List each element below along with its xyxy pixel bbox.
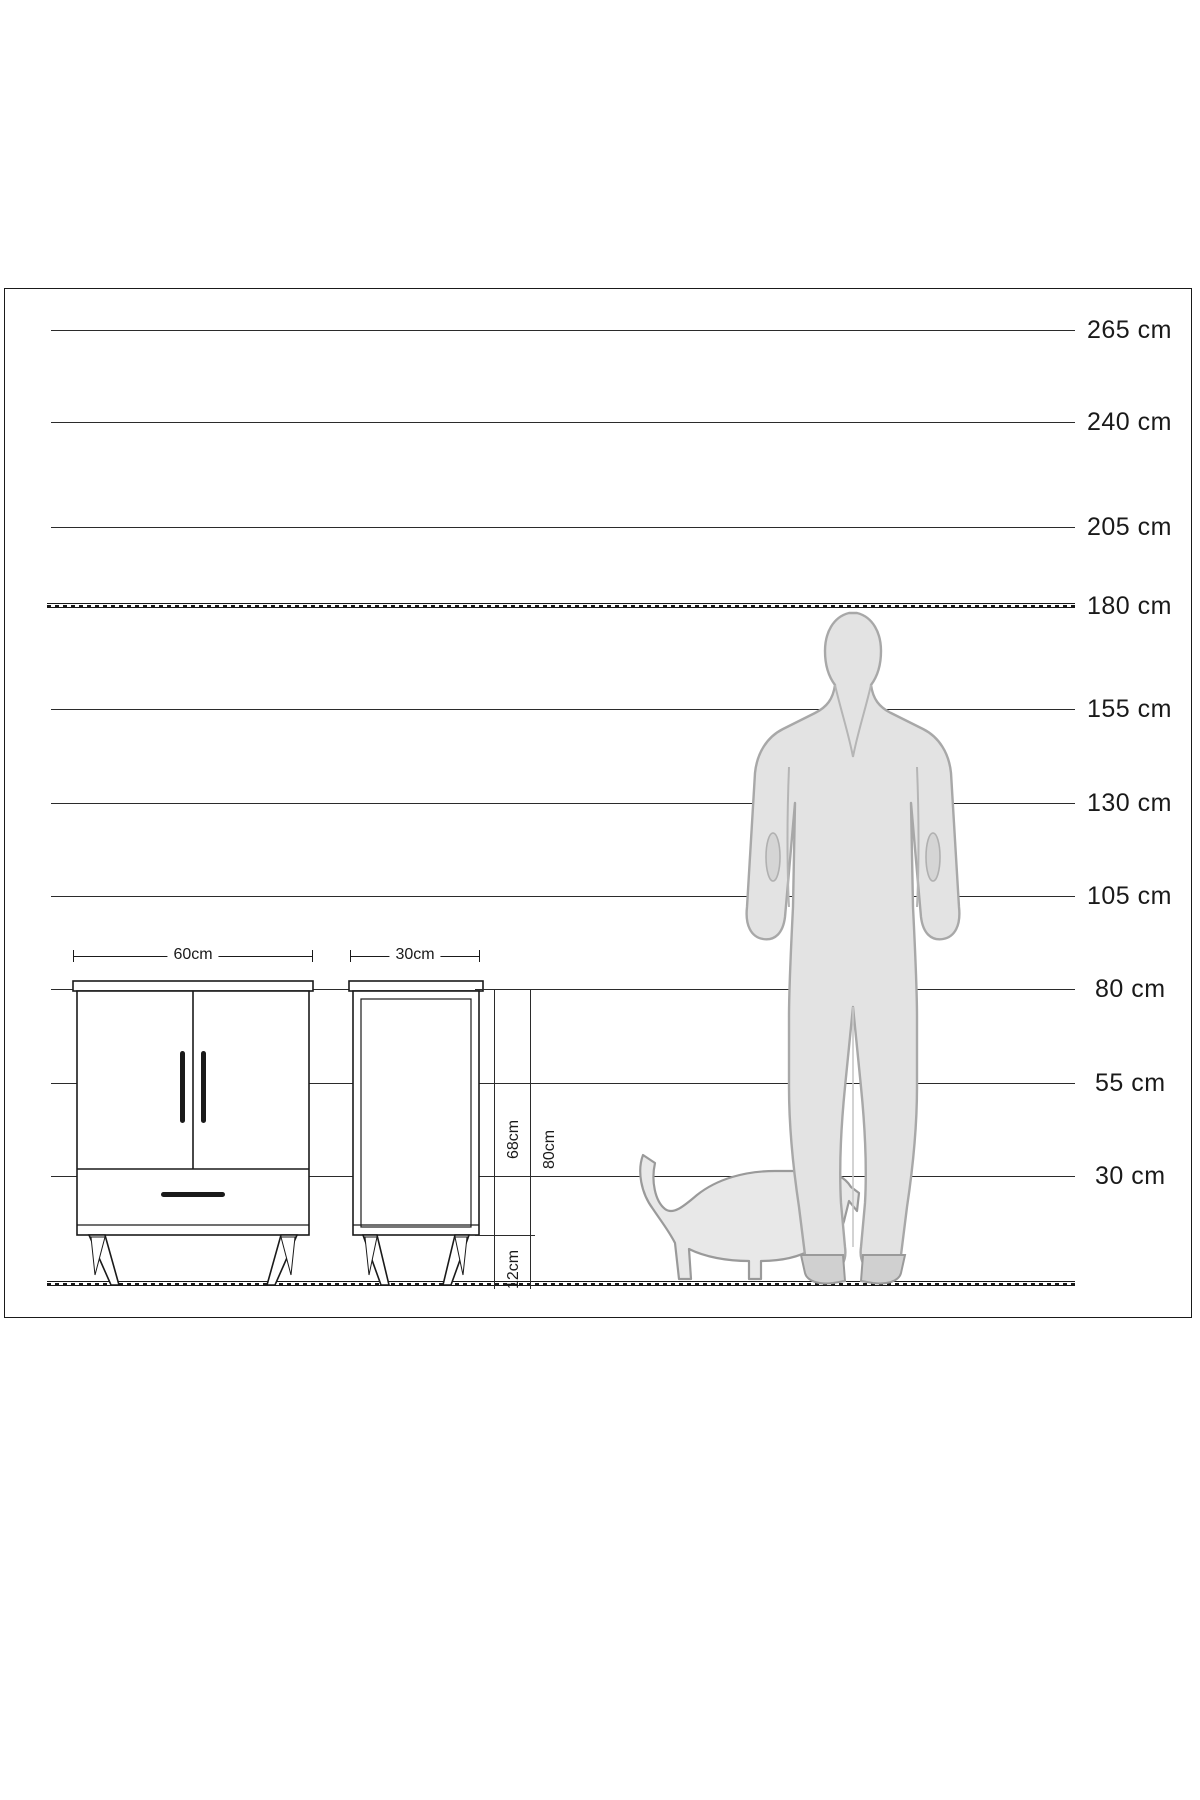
scale-line-240 [51, 422, 1075, 423]
drawing-inner [5, 289, 1191, 1317]
single-door-side-unit [343, 979, 489, 1291]
scale-label-205: 205 cm [1087, 513, 1172, 541]
scale-label-155: 155 cm [1087, 695, 1172, 723]
dimension-12cm-label: 12cm [505, 1249, 522, 1289]
dimension-68cm-line [494, 989, 495, 1289]
scale-line-265 [51, 330, 1075, 331]
scale-label-55: 55 cm [1095, 1069, 1166, 1097]
drawing-frame [4, 288, 1192, 1318]
dimension-30cm-cap-left [350, 950, 351, 962]
dimension-30cm-cap-right [479, 950, 480, 962]
dimension-60cm-cap-right [312, 950, 313, 962]
dimension-30cm-label: 30cm [389, 946, 440, 964]
dimension-80cm-line [530, 989, 531, 1289]
scale-label-30: 30 cm [1095, 1162, 1166, 1190]
scale-line-205 [51, 527, 1075, 528]
dimension-30cm [350, 946, 480, 963]
scale-label-80: 80 cm [1095, 975, 1166, 1003]
dimension-tick-68 [475, 1235, 535, 1236]
scale-label-130: 130 cm [1087, 789, 1172, 817]
dimension-60cm-cap-left [73, 950, 74, 962]
scale-label-180: 180 cm [1087, 592, 1172, 620]
dimension-tick-top [475, 989, 535, 990]
dimension-60cm-label: 60cm [167, 946, 218, 964]
two-door-cabinet-with-drawer [65, 979, 321, 1291]
dimension-60cm [73, 946, 313, 963]
dimension-80cm-label: 80cm [541, 1129, 558, 1169]
scale-label-265: 265 cm [1087, 316, 1172, 344]
scale-label-105: 105 cm [1087, 882, 1172, 910]
dimension-68cm-label: 68cm [505, 1119, 522, 1159]
scale-label-240: 240 cm [1087, 408, 1172, 436]
man-silhouette [745, 607, 975, 1285]
